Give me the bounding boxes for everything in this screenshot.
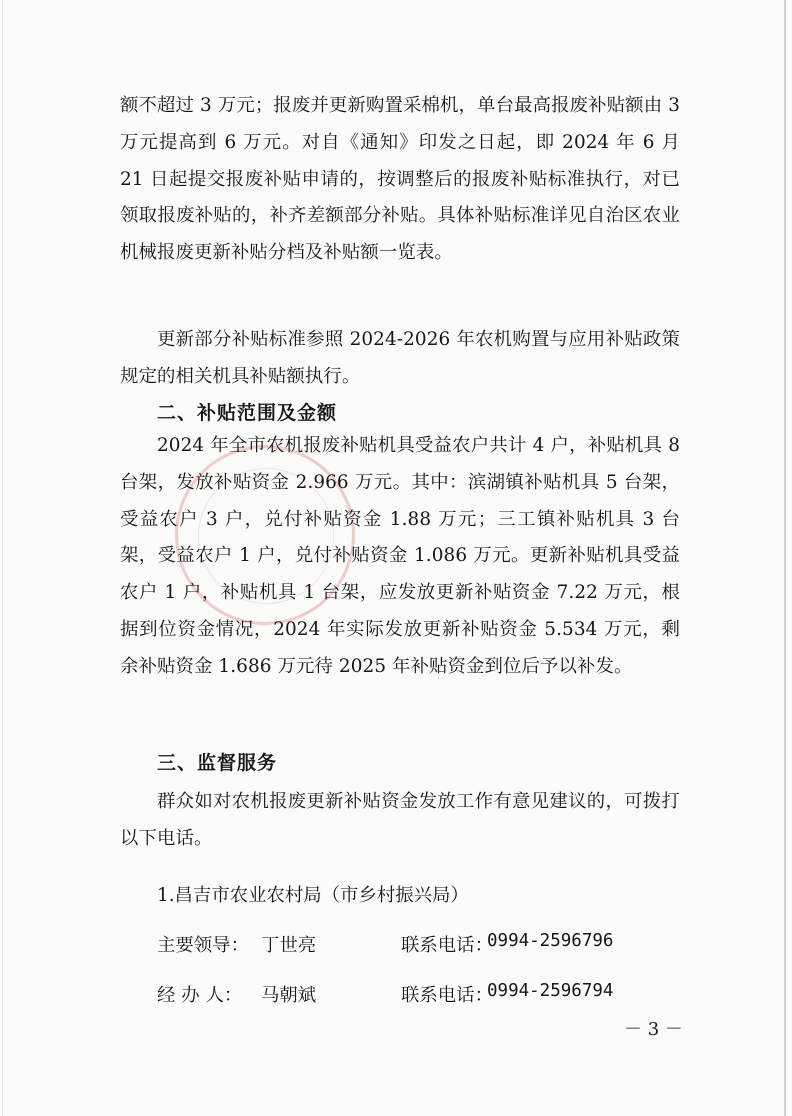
paragraph-update-standard: 更新部分补贴标准参照 2024-2026 年农机购置与应用补贴政策规定的相关机具补贴额执行。 bbox=[120, 329, 680, 387]
contact-row-leader bbox=[157, 931, 697, 961]
contact-unit-title: 1.昌吉市农业农村局（市乡村振兴局） bbox=[157, 885, 469, 906]
paragraph-subsidy-standard: 额不超过 3 万元；报废并更新购置采棉机，单台最高报废补贴额由 3 万元提高到 6 万元。对自《通知》印发之日起，即 2024 年 6 月 21 日起提交报废补贴申请的，按调整后的报废补贴标准执行，对已领取报废补贴的，补齐差额部分补贴。具体补贴标准详见自治区农业机械报废更新补贴分档及补贴额一览表。 bbox=[120, 95, 680, 264]
section-heading-scope-amount: 二、补贴范围及金额 bbox=[157, 402, 338, 424]
page-number: － 3 － bbox=[624, 1019, 683, 1040]
scan-edge-left bbox=[2, 0, 3, 1116]
contact-role: 经 办 人： bbox=[157, 985, 243, 1006]
paragraph-subsidy-amounts: 2024 年全市农机报废补贴机具受益农户共计 4 户，补贴机具 8 台架，发放补贴资金 2.966 万元。其中：滨湖镇补贴机具 5 台架，受益农户 3 户，兑付补贴资金 1.88 万元；三工镇补贴机具 3 台架，受益农户 1 户，兑付补贴资金 1.086 万元。更新补贴机具受益农户 1 户，补贴机具 1 台架，应发放更新补贴资金 7.22 万元，根据到位资金情况，2024 年实际发放更新补贴资金 5.534 万元，剩余补贴资金 1.686 万元待 2025 年补贴资金到位后予以补发。 bbox=[120, 435, 680, 677]
contact-phone-number: 0994-2596796 bbox=[487, 931, 614, 951]
paragraph-feedback-hotline: 群众如对农机报废更新补贴资金发放工作有意见建议的，可拨打以下电话。 bbox=[120, 791, 680, 849]
section-heading-supervision: 三、监督服务 bbox=[157, 752, 278, 774]
scan-edge-right bbox=[784, 0, 786, 1116]
contact-role: 主要领导： bbox=[157, 935, 249, 956]
contact-phone-number: 0994-2596794 bbox=[487, 981, 614, 1001]
contact-phone-label: 联系电话： bbox=[401, 935, 493, 956]
contact-phone-label: 联系电话： bbox=[401, 985, 493, 1006]
contact-name: 马朝斌 bbox=[261, 985, 317, 1006]
contact-row-handler bbox=[157, 981, 697, 1011]
contact-name: 丁世亮 bbox=[261, 935, 317, 956]
